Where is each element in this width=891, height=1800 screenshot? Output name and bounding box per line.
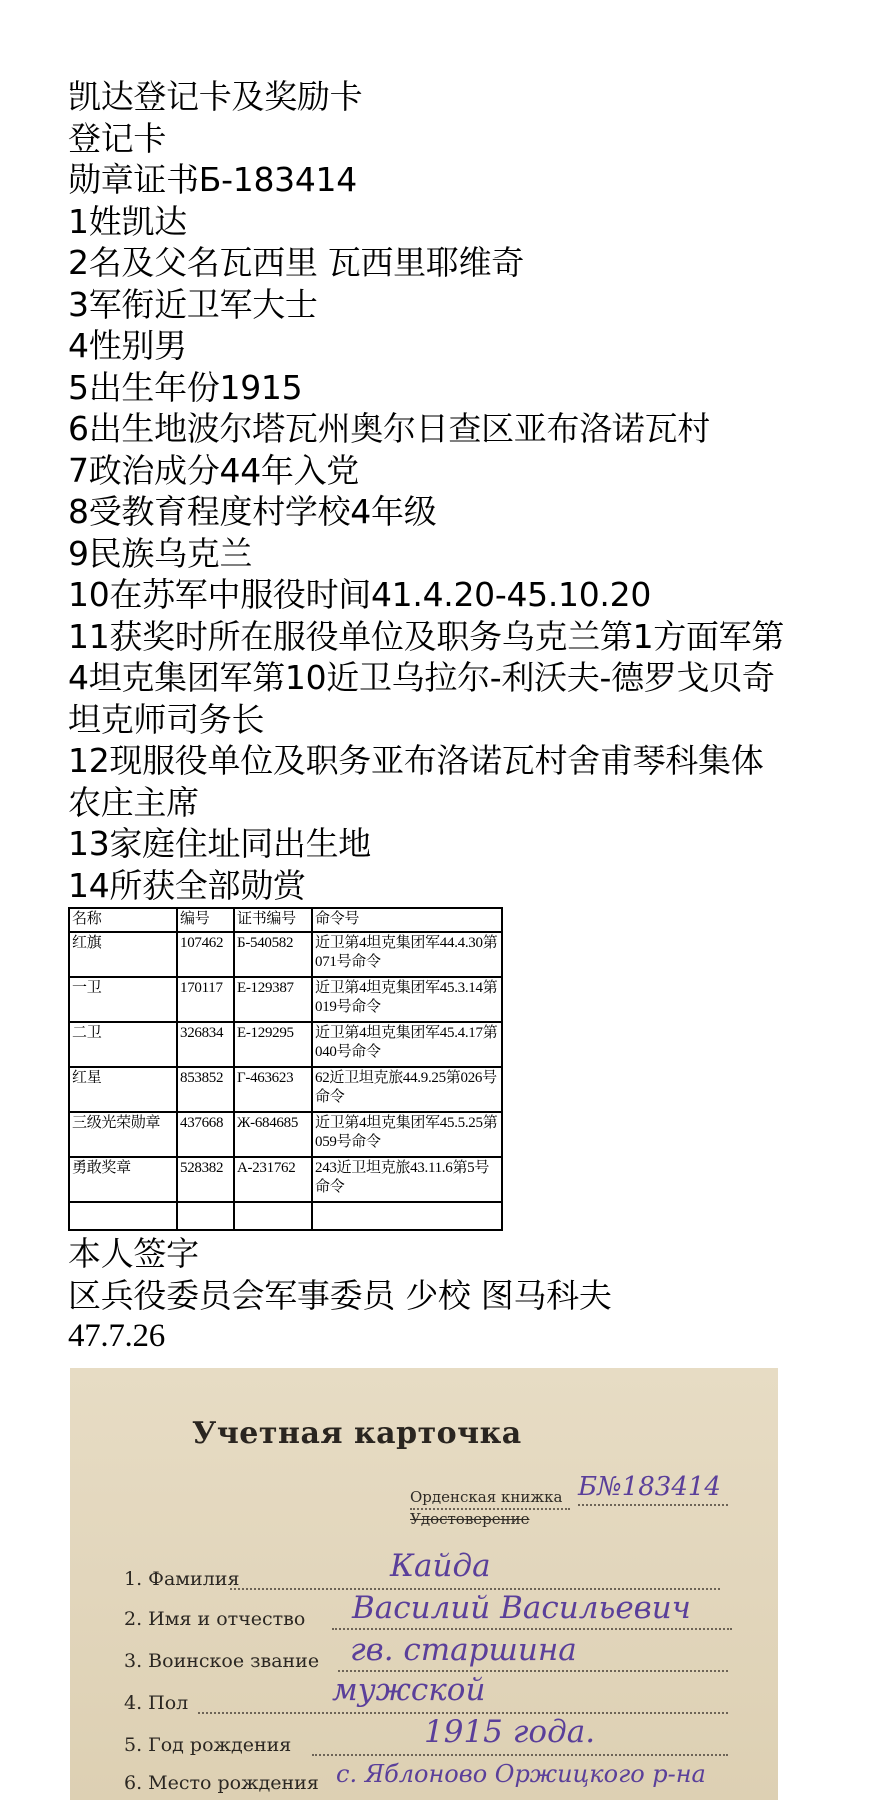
scan-field-value: гв. старшина: [350, 1632, 577, 1668]
scan-field-value: с. Яблоново Оржицкого р-на: [336, 1760, 706, 1788]
field-all-awards: 14所获全部勋赏: [68, 865, 306, 905]
table-row: [69, 977, 502, 1022]
table-row: [69, 1067, 502, 1112]
field-party-status: 7政治成分44年入党: [68, 450, 359, 490]
archival-card-scan: [70, 1368, 778, 1800]
awards-table: [68, 907, 503, 1231]
scan-field-label: 5. Год рождения: [124, 1734, 292, 1756]
document-title: 凯达登记卡及奖励卡: [68, 77, 363, 116]
scan-field-value: мужской: [332, 1672, 486, 1708]
award-certificate: Ж-684685: [234, 1112, 312, 1157]
scan-field-label: 4. Пол: [124, 1692, 189, 1714]
table-row: [69, 1112, 502, 1157]
field-current-unit: 12现服役单位及职务亚布洛诺瓦村舍甫琴科集体农庄主席: [68, 741, 764, 822]
scan-field-label: 3. Воинское звание: [124, 1650, 320, 1672]
award-name: 勇敢奖章: [69, 1157, 177, 1202]
award-certificate: Г-463623: [234, 1067, 312, 1112]
award-order: 近卫第4坦克集团军44.4.30第071号命令: [312, 932, 502, 977]
field-name-patronymic: 2名及父名瓦西里 瓦西里耶维奇: [68, 243, 524, 282]
award-order: 62近卫坦克旅44.9.25第026号命令: [312, 1067, 502, 1112]
award-number: 528382: [177, 1157, 234, 1202]
table-row: [69, 1157, 502, 1202]
document-date: 47.7.26: [68, 1318, 165, 1354]
field-service-period: 10在苏军中服役时间41.4.20-45.10.20: [68, 575, 652, 614]
field-birth-year: 5出生年份1915: [68, 367, 303, 407]
scan-field-label: 2. Имя и отчество: [124, 1608, 306, 1630]
award-order: 243近卫坦克旅43.11.6第5号命令: [312, 1157, 502, 1202]
scan-card-title: Учетная карточка: [192, 1416, 522, 1451]
award-number: 170117: [177, 977, 234, 1022]
medal-book-number: 勋章证书Б-183414: [68, 160, 357, 199]
document-body: [68, 76, 828, 1358]
award-certificate: А-231762: [234, 1157, 312, 1202]
field-award-unit: 11获奖时所在服役单位及职务乌克兰第1方面军第4坦克集团军第10近卫乌拉尔-利沃夫-德罗戈贝奇坦克师司务长: [68, 616, 785, 739]
header-number: 编号: [177, 908, 234, 932]
header-order: 命令号: [312, 908, 502, 932]
scan-field-value: Василий Васильевич: [352, 1590, 691, 1626]
field-sex: 4性别男: [68, 326, 187, 365]
table-row: [69, 1022, 502, 1067]
award-number: 437668: [177, 1112, 234, 1157]
award-certificate: Е-129387: [234, 977, 312, 1022]
field-rank: 3军衔近卫军大士: [68, 284, 318, 324]
award-name: 红星: [69, 1067, 177, 1112]
header-certificate: 证书编号: [234, 908, 312, 932]
field-nationality: 9民族乌克兰: [68, 533, 253, 573]
field-home-address: 13家庭住址同出生地: [68, 824, 371, 863]
document-subtitle: 登记卡: [68, 118, 167, 158]
award-order: 近卫第4坦克集团军45.4.17第040号命令: [312, 1022, 502, 1067]
table-header-row: [69, 908, 502, 932]
award-number: 107462: [177, 932, 234, 977]
award-certificate: Е-129295: [234, 1022, 312, 1067]
header-name: 名称: [69, 908, 177, 932]
field-birthplace: 6出生地波尔塔瓦州奥尔日查区亚布洛诺瓦村: [68, 409, 710, 448]
table-empty-row: [69, 1202, 502, 1230]
award-order: 近卫第4坦克集团军45.5.25第059号命令: [312, 1112, 502, 1157]
field-education: 8受教育程度村学校4年级: [68, 492, 437, 531]
scan-field-label: 6. Место рождения: [124, 1772, 319, 1794]
award-name: 三级光荣勋章: [69, 1112, 177, 1157]
scan-book-number: Б№183414: [578, 1472, 721, 1502]
official-signatory: 区兵役委员会军事委员 少校 图马科夫: [68, 1275, 612, 1315]
field-surname: 1姓凯达: [68, 201, 187, 241]
award-certificate: Б-540582: [234, 932, 312, 977]
award-name: 一卫: [69, 977, 177, 1022]
award-number: 326834: [177, 1022, 234, 1067]
scan-field-value: 1915 года.: [424, 1714, 596, 1750]
award-number: 853852: [177, 1067, 234, 1112]
scan-book-label: Орденская книжка: [410, 1488, 563, 1506]
award-order: 近卫第4坦克集团军45.3.14第019号命令: [312, 977, 502, 1022]
scan-certificate-label: Удостоверение: [410, 1510, 530, 1528]
table-row: [69, 932, 502, 977]
award-name: 二卫: [69, 1022, 177, 1067]
scan-field-value: Кайда: [390, 1548, 491, 1584]
signature-label: 本人签字: [68, 1234, 199, 1273]
award-name: 红旗: [69, 932, 177, 977]
scan-field-label: 1. Фамилия: [124, 1568, 240, 1590]
